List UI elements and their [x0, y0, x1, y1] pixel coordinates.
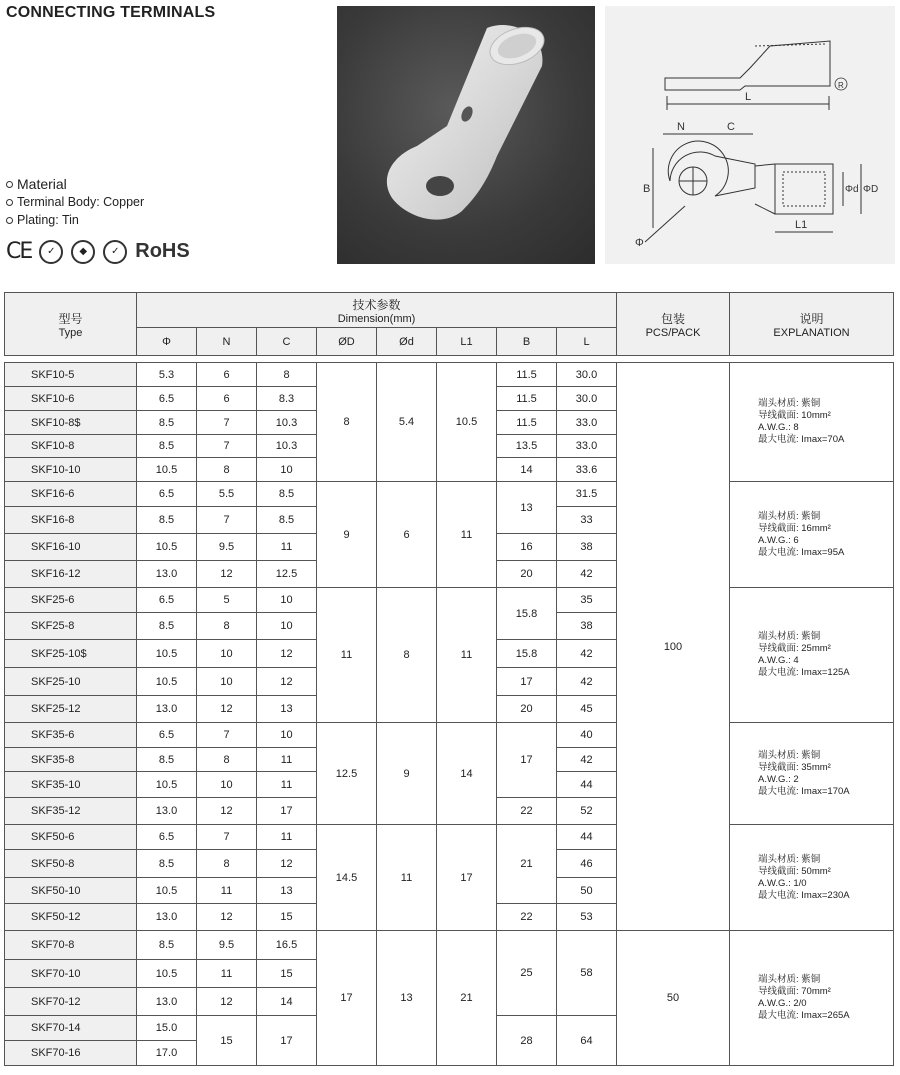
c-cell: 15	[257, 904, 317, 931]
terminal-body-text: Terminal Body: Copper	[17, 195, 145, 209]
phi-cell: 8.5	[137, 613, 197, 640]
type-cell: SKF70-8	[5, 931, 137, 960]
n-cell: 10	[197, 640, 257, 668]
l-cell: 38	[557, 613, 617, 640]
l-cell: 33.6	[557, 458, 617, 482]
type-cell: SKF35-10	[5, 772, 137, 798]
pack-cell: 100	[617, 363, 730, 931]
od-cell: 17	[317, 931, 377, 1066]
id-cell: 11	[377, 825, 437, 931]
c-cell: 8.3	[257, 387, 317, 411]
explanation-line: 导线截面: 50mm²	[758, 865, 831, 877]
l1-cell: 10.5	[437, 363, 497, 482]
phi-cell: 10.5	[137, 772, 197, 798]
explanation-line: 最大电流: Imax=170A	[758, 785, 850, 797]
phi-cell: 17.0	[137, 1041, 197, 1066]
dim-D: ΦD	[863, 184, 879, 195]
c-cell: 11	[257, 534, 317, 561]
type-cell: SKF35-6	[5, 723, 137, 748]
id-cell: 9	[377, 723, 437, 825]
phi-cell: 10.5	[137, 668, 197, 696]
column-header: N	[197, 328, 257, 356]
phi-cell: 13.0	[137, 798, 197, 825]
phi-cell: 8.5	[137, 850, 197, 878]
n-cell: 9.5	[197, 534, 257, 561]
technical-drawing	[605, 6, 895, 264]
n-cell: 8	[197, 748, 257, 772]
od-cell: 11	[317, 588, 377, 723]
spec-table	[4, 292, 894, 1066]
b-cell: 22	[497, 904, 557, 931]
type-cell: SKF25-8	[5, 613, 137, 640]
c-cell: 10	[257, 723, 317, 748]
explanation-line: 最大电流: Imax=95A	[758, 546, 845, 558]
material-list	[6, 175, 144, 229]
n-cell: 15	[197, 1016, 257, 1066]
phi-cell: 6.5	[137, 387, 197, 411]
type-cell: SKF70-10	[5, 960, 137, 988]
type-cell: SKF35-12	[5, 798, 137, 825]
type-cell: SKF50-8	[5, 850, 137, 878]
explanation-line: 最大电流: Imax=125A	[758, 667, 850, 678]
phi-cell: 13.0	[137, 904, 197, 931]
dim-N: N	[677, 121, 685, 133]
table-row	[5, 723, 894, 748]
type-cell: SKF25-6	[5, 588, 137, 613]
c-cell: 10	[257, 613, 317, 640]
c-cell: 12	[257, 850, 317, 878]
n-cell: 7	[197, 723, 257, 748]
l-cell: 52	[557, 798, 617, 825]
c-cell: 11	[257, 748, 317, 772]
plating-text: Plating: Tin	[17, 213, 79, 227]
phi-cell: 10.5	[137, 458, 197, 482]
phi-cell: 10.5	[137, 534, 197, 561]
dim-L1: L1	[795, 219, 808, 231]
bullet-icon	[6, 199, 13, 206]
explanation-line: 最大电流: Imax=230A	[758, 889, 850, 901]
explanation-cell	[730, 931, 894, 1066]
dim-B: B	[643, 183, 651, 195]
od-cell: 8	[317, 363, 377, 482]
pack-cell: 50	[617, 931, 730, 1066]
od-cell: 9	[317, 482, 377, 588]
b-cell: 20	[497, 696, 557, 723]
dim-phi: Φ	[635, 237, 644, 249]
bullet-icon	[6, 217, 13, 224]
explanation-line: A.W.G.: 6	[758, 534, 799, 546]
c-cell: 14	[257, 988, 317, 1016]
b-cell: 22	[497, 798, 557, 825]
b-cell: 11.5	[497, 387, 557, 411]
terminal-lug-photo-icon	[337, 6, 595, 264]
bullet-icon	[6, 181, 13, 188]
l-cell: 33	[557, 507, 617, 534]
explanation-cell	[730, 825, 894, 931]
type-cell: SKF10-5	[5, 363, 137, 387]
table-row	[5, 363, 894, 387]
n-cell: 7	[197, 825, 257, 850]
b-cell: 15.8	[497, 640, 557, 668]
type-cell: SKF25-10$	[5, 640, 137, 668]
type-cell: SKF10-8	[5, 435, 137, 458]
phi-cell: 13.0	[137, 561, 197, 588]
certification-logos	[6, 239, 190, 264]
n-cell: 5.5	[197, 482, 257, 507]
dim-L: L	[745, 91, 752, 103]
type-cell: SKF50-10	[5, 878, 137, 904]
l-cell: 33.0	[557, 435, 617, 458]
c-cell: 16.5	[257, 931, 317, 960]
b-cell: 15.8	[497, 588, 557, 640]
type-cell: SKF10-8$	[5, 411, 137, 435]
phi-cell: 10.5	[137, 878, 197, 904]
n-cell: 5	[197, 588, 257, 613]
n-cell: 11	[197, 960, 257, 988]
column-header: L1	[437, 328, 497, 356]
b-cell: 17	[497, 668, 557, 696]
c-cell: 13	[257, 696, 317, 723]
n-cell: 10	[197, 668, 257, 696]
explanation-line: 端头材质: 紫铜	[758, 749, 821, 761]
c-cell: 10	[257, 588, 317, 613]
phi-cell: 8.5	[137, 411, 197, 435]
c-cell: 17	[257, 798, 317, 825]
explanation-line: 导线截面: 10mm²	[758, 410, 831, 421]
type-cell: SKF10-10	[5, 458, 137, 482]
explanation-line: A.W.G.: 4	[758, 655, 799, 666]
l-cell: 45	[557, 696, 617, 723]
table-row	[5, 482, 894, 507]
explanation-line: 导线截面: 70mm²	[758, 986, 831, 997]
c-cell: 11	[257, 772, 317, 798]
check-seal-icon: ✓	[39, 240, 63, 264]
l-cell: 30.0	[557, 387, 617, 411]
type-header: 型号 Type	[5, 293, 137, 356]
material-body-row	[6, 193, 144, 211]
b-cell: 16	[497, 534, 557, 561]
n-cell: 10	[197, 772, 257, 798]
phi-cell: 8.5	[137, 931, 197, 960]
explanation-line: A.W.G.: 2/0	[758, 998, 807, 1009]
explanation-cell	[730, 723, 894, 825]
explanation-line: 导线截面: 16mm²	[758, 522, 831, 534]
explanation-cell	[730, 482, 894, 588]
phi-cell: 8.5	[137, 435, 197, 458]
n-cell: 12	[197, 798, 257, 825]
id-cell: 8	[377, 588, 437, 723]
id-cell: 6	[377, 482, 437, 588]
phi-cell: 6.5	[137, 825, 197, 850]
phi-cell: 13.0	[137, 696, 197, 723]
material-heading-row	[6, 175, 144, 193]
b-cell: 11.5	[497, 363, 557, 387]
product-photo	[337, 6, 595, 264]
phi-cell: 8.5	[137, 748, 197, 772]
phi-cell: 10.5	[137, 640, 197, 668]
c-cell: 10.3	[257, 411, 317, 435]
sgs-seal-icon: ✓	[103, 240, 127, 264]
l-cell: 33.0	[557, 411, 617, 435]
l-cell: 44	[557, 825, 617, 850]
id-cell: 5.4	[377, 363, 437, 482]
explanation-line: 端头材质: 紫铜	[758, 853, 821, 865]
l-cell: 42	[557, 640, 617, 668]
l1-cell: 11	[437, 482, 497, 588]
explanation-line: 导线截面: 25mm²	[758, 643, 831, 654]
type-cell: SKF70-14	[5, 1016, 137, 1041]
c-cell: 12	[257, 668, 317, 696]
b-cell: 13.5	[497, 435, 557, 458]
type-cell: SKF16-6	[5, 482, 137, 507]
l-cell: 42	[557, 748, 617, 772]
phi-cell: 6.5	[137, 588, 197, 613]
l-cell: 53	[557, 904, 617, 931]
table-row	[5, 825, 894, 850]
phi-cell: 6.5	[137, 482, 197, 507]
column-header: B	[497, 328, 557, 356]
b-cell: 17	[497, 723, 557, 798]
type-cell: SKF35-8	[5, 748, 137, 772]
dim-C: C	[727, 121, 735, 133]
phi-cell: 10.5	[137, 960, 197, 988]
ce-mark-icon: CE	[6, 239, 32, 264]
explanation-line: 最大电流: Imax=265A	[758, 1010, 850, 1021]
n-cell: 6	[197, 387, 257, 411]
type-cell: SKF16-10	[5, 534, 137, 561]
quality-seal-icon: ◆	[71, 240, 95, 264]
l-cell: 30.0	[557, 363, 617, 387]
phi-cell: 13.0	[137, 988, 197, 1016]
type-cell: SKF16-8	[5, 507, 137, 534]
explanation-line: 端头材质: 紫铜	[758, 974, 821, 985]
b-cell: 11.5	[497, 411, 557, 435]
b-cell: 13	[497, 482, 557, 534]
explanation-header: 说明 EXPLANATION	[730, 293, 894, 356]
column-header: L	[557, 328, 617, 356]
page-title: CONNECTING TERMINALS	[6, 4, 216, 21]
n-cell: 12	[197, 561, 257, 588]
explanation-line: 端头材质: 紫铜	[758, 398, 821, 409]
l-cell: 42	[557, 668, 617, 696]
b-cell: 28	[497, 1016, 557, 1066]
type-cell: SKF70-12	[5, 988, 137, 1016]
l-cell: 44	[557, 772, 617, 798]
type-cell: SKF16-12	[5, 561, 137, 588]
n-cell: 8	[197, 458, 257, 482]
c-cell: 11	[257, 825, 317, 850]
c-cell: 8	[257, 363, 317, 387]
type-cell: SKF25-12	[5, 696, 137, 723]
n-cell: 12	[197, 988, 257, 1016]
explanation-line: A.W.G.: 2	[758, 773, 799, 785]
material-heading: Material	[17, 176, 67, 192]
n-cell: 9.5	[197, 931, 257, 960]
explanation-line: 端头材质: 紫铜	[758, 510, 821, 522]
plating-row	[6, 211, 144, 229]
l-cell: 31.5	[557, 482, 617, 507]
phi-cell: 6.5	[137, 723, 197, 748]
n-cell: 7	[197, 411, 257, 435]
b-cell: 21	[497, 825, 557, 904]
type-cell: SKF50-12	[5, 904, 137, 931]
n-cell: 8	[197, 613, 257, 640]
phi-cell: 5.3	[137, 363, 197, 387]
dim-d: Φd	[845, 184, 859, 195]
phi-cell: 8.5	[137, 507, 197, 534]
l-cell: 38	[557, 534, 617, 561]
b-cell: 14	[497, 458, 557, 482]
c-cell: 10	[257, 458, 317, 482]
c-cell: 17	[257, 1016, 317, 1066]
l-cell: 50	[557, 878, 617, 904]
b-cell: 20	[497, 561, 557, 588]
od-cell: 12.5	[317, 723, 377, 825]
l-cell: 64	[557, 1016, 617, 1066]
table-row	[5, 588, 894, 613]
c-cell: 8.5	[257, 482, 317, 507]
pack-header: 包装 PCS/PACK	[617, 293, 730, 356]
l-cell: 58	[557, 931, 617, 1016]
dimension-header: 技术参数 Dimension(mm)	[137, 293, 617, 328]
phi-cell: 15.0	[137, 1016, 197, 1041]
explanation-line: A.W.G.: 1/0	[758, 877, 807, 889]
n-cell: 12	[197, 904, 257, 931]
column-header: Φ	[137, 328, 197, 356]
column-header: ØD	[317, 328, 377, 356]
type-cell: SKF25-10	[5, 668, 137, 696]
l-cell: 46	[557, 850, 617, 878]
n-cell: 6	[197, 363, 257, 387]
l-cell: 40	[557, 723, 617, 748]
column-header: Ød	[377, 328, 437, 356]
c-cell: 13	[257, 878, 317, 904]
od-cell: 14.5	[317, 825, 377, 931]
type-cell: SKF10-6	[5, 387, 137, 411]
c-cell: 10.3	[257, 435, 317, 458]
rohs-logo: RoHS	[135, 240, 190, 262]
type-cell: SKF70-16	[5, 1041, 137, 1066]
l1-cell: 11	[437, 588, 497, 723]
n-cell: 11	[197, 878, 257, 904]
explanation-line: A.W.G.: 8	[758, 422, 799, 433]
registered-mark: R	[838, 81, 844, 90]
type-cell: SKF50-6	[5, 825, 137, 850]
id-cell: 13	[377, 931, 437, 1066]
l-cell: 35	[557, 588, 617, 613]
l1-cell: 14	[437, 723, 497, 825]
n-cell: 8	[197, 850, 257, 878]
l1-cell: 17	[437, 825, 497, 931]
explanation-line: 最大电流: Imax=70A	[758, 434, 845, 445]
l-cell: 42	[557, 561, 617, 588]
explanation-line: 端头材质: 紫铜	[758, 631, 821, 642]
dimension-drawing-icon	[605, 6, 895, 264]
l1-cell: 21	[437, 931, 497, 1066]
c-cell: 8.5	[257, 507, 317, 534]
explanation-cell	[730, 588, 894, 723]
b-cell: 25	[497, 931, 557, 1016]
c-cell: 12.5	[257, 561, 317, 588]
n-cell: 12	[197, 696, 257, 723]
column-header: C	[257, 328, 317, 356]
c-cell: 15	[257, 960, 317, 988]
explanation-line: 导线截面: 35mm²	[758, 761, 831, 773]
c-cell: 12	[257, 640, 317, 668]
n-cell: 7	[197, 435, 257, 458]
explanation-cell	[730, 363, 894, 482]
table-row	[5, 931, 894, 960]
n-cell: 7	[197, 507, 257, 534]
